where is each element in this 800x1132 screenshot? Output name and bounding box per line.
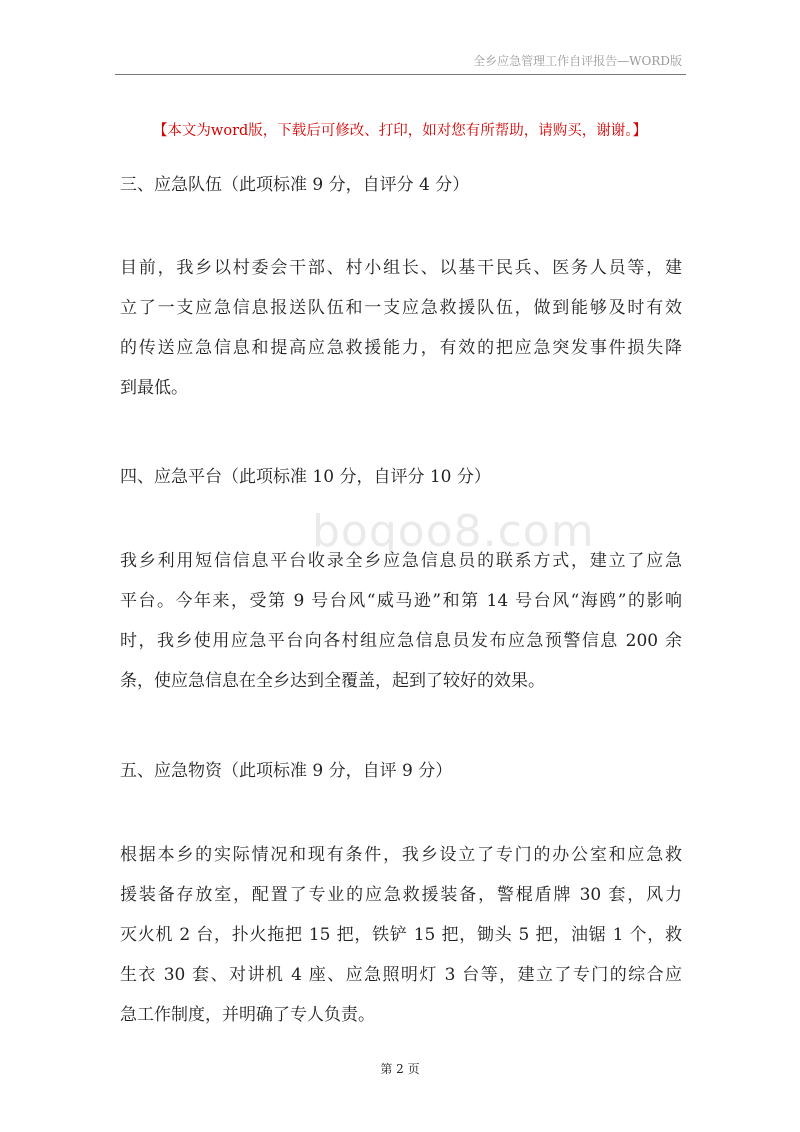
section-paragraph-emergency-team: [120, 248, 682, 408]
paragraph-line: 条，使应急信息在全乡达到全覆盖，起到了较好的效果。: [120, 671, 545, 691]
paragraph-line: 到最低。: [120, 378, 188, 398]
paragraph-line: 目前，我乡以村委会干部、村小组长、以基干民兵、医务人员等，建: [120, 258, 682, 278]
section-heading-emergency-platform: 四、应急平台（此项标准 10 分，自评分 10 分）: [120, 467, 491, 487]
paragraph-line: 平台。今年来，受第 9 号台风“威马逊”和第 14 号台风“海鸥”的影响: [120, 591, 682, 611]
section-paragraph-emergency-platform: [120, 541, 682, 701]
paragraph-line: 灭火机 2 台，扑火拖把 15 把，铁铲 15 把，锄头 5 把，油锯 1 个，救: [120, 925, 682, 945]
paragraph-line: 立了一支应急信息报送队伍和一支应急救援队伍，做到能够及时有效: [120, 298, 682, 318]
paragraph-line: 的传送应急信息和提高应急救援能力，有效的把应急突发事件损失降: [120, 338, 682, 358]
section-heading-emergency-supplies: 五、应急物资（此项标准 9 分，自评 9 分）: [120, 761, 453, 781]
paragraph-line: 我乡利用短信信息平台收录全乡应急信息员的联系方式，建立了应急: [120, 551, 682, 571]
paragraph-line: 援装备存放室，配置了专业的应急救援装备，警棍盾牌 30 套，风力: [120, 885, 682, 905]
paragraph-line: 时，我乡使用应急平台向各村组应急信息员发布应急预警信息 200 余: [120, 631, 682, 651]
page-number: 第 2 页: [380, 1062, 420, 1076]
watermark-logo: boqoo8.com: [312, 506, 595, 557]
header-divider: [115, 74, 686, 75]
section-heading-emergency-team: 三、应急队伍（此项标准 9 分，自评分 4 分）: [120, 175, 470, 195]
paragraph-line: 急工作制度，并明确了专人负责。: [120, 1005, 375, 1025]
section-paragraph-emergency-supplies: [120, 835, 682, 1035]
download-notice: 【本文为word版，下载后可修改、打印，如对您有所帮助，请购买，谢谢。】: [152, 123, 648, 139]
paragraph-line: 根据本乡的实际情况和现有条件，我乡设立了专门的办公室和应急救: [120, 845, 682, 865]
header-title: 全乡应急管理工作自评报告—WORD版: [473, 54, 682, 68]
paragraph-line: 生衣 30 套、对讲机 4 座、应急照明灯 3 台等，建立了专门的综合应: [120, 965, 682, 985]
